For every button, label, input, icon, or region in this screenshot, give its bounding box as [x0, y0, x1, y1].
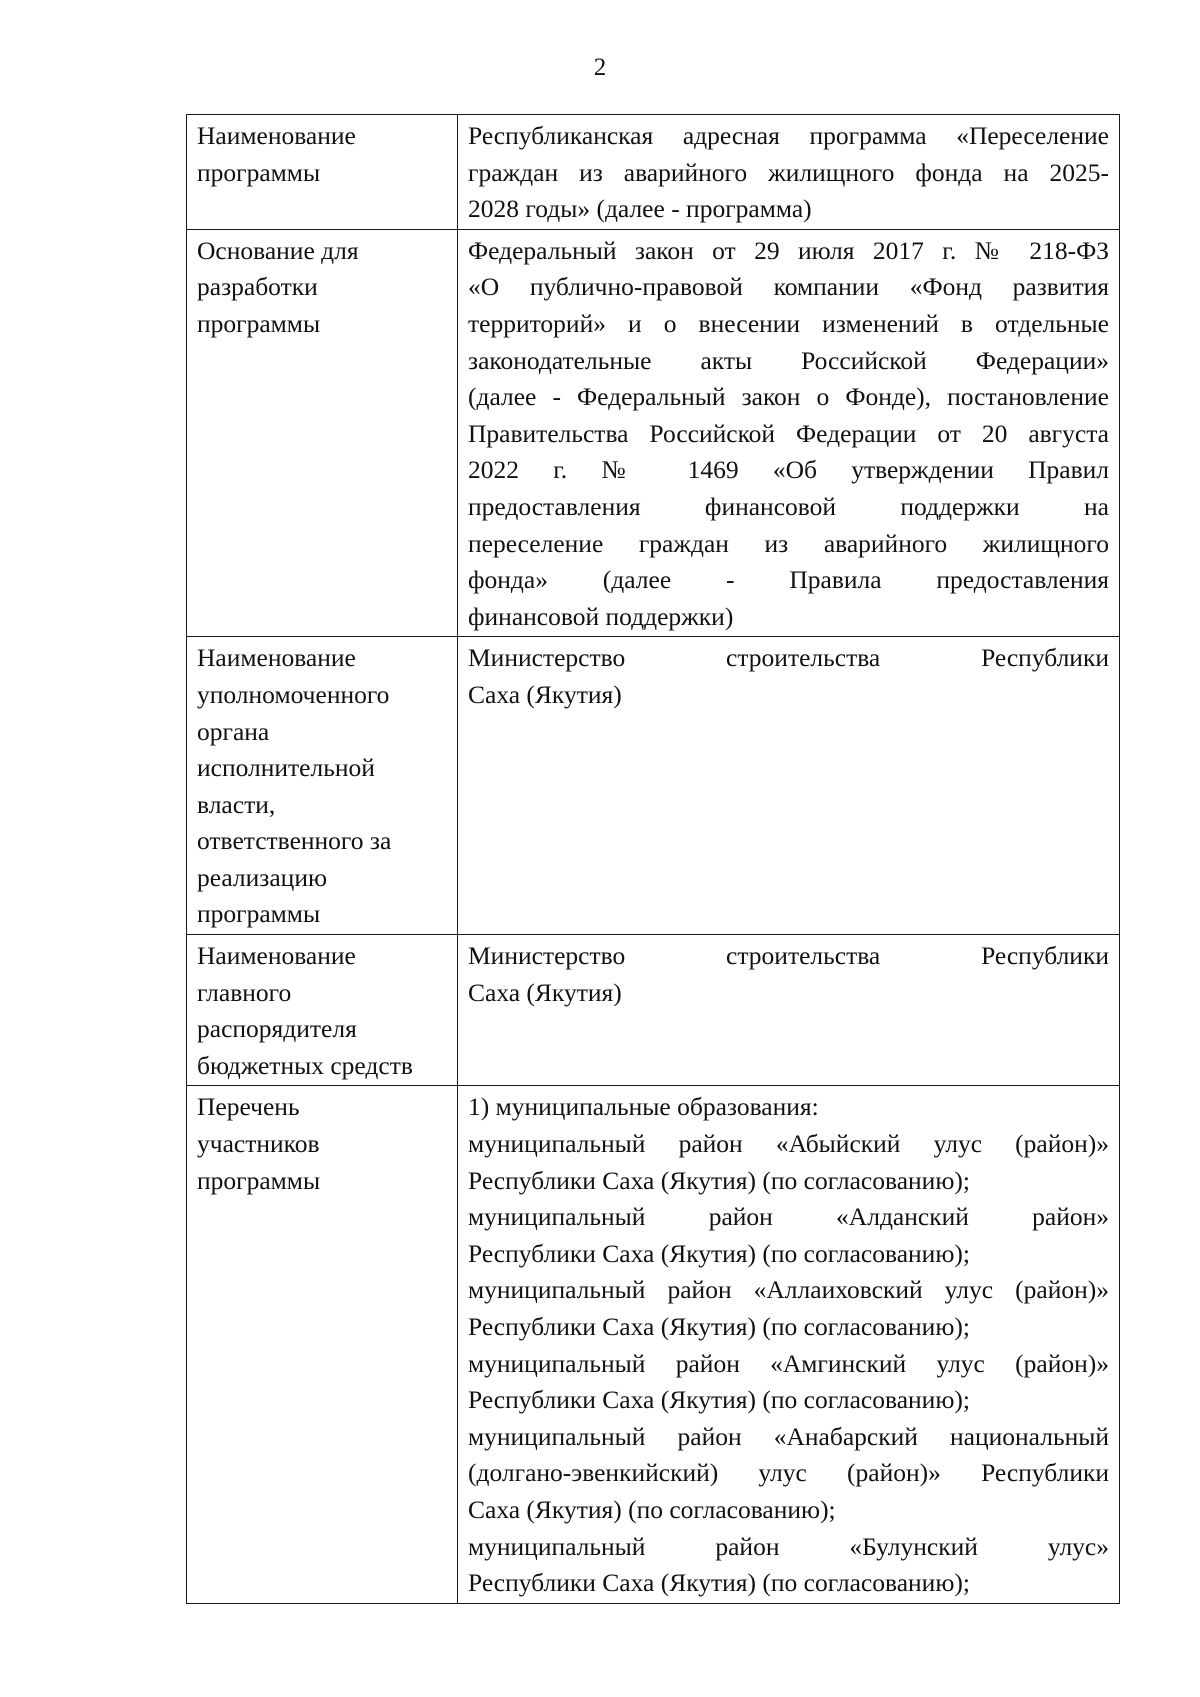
- table-row: [187, 637, 1120, 935]
- value-line: финансовой поддержки): [468, 601, 734, 631]
- label-line: программы: [197, 899, 321, 929]
- page-number: 2: [593, 54, 607, 81]
- label-line: распорядителя: [197, 1014, 357, 1044]
- row-label: [187, 1086, 458, 1603]
- label-line: участников: [197, 1129, 320, 1159]
- value-line: Министерство строительства Республики: [468, 941, 1109, 971]
- label-line: программы: [197, 157, 321, 187]
- table-row: [187, 935, 1120, 1086]
- value-line: 2022 г. № 1469 «Об утверждении Правил: [468, 455, 1109, 485]
- value-line: муниципальный район «Булунский улус»: [468, 1531, 1109, 1561]
- value-line: Федеральный закон от 29 июля 2017 г. № 218-ФЗ: [468, 235, 1109, 265]
- row-label: [187, 935, 458, 1086]
- value-line: муниципальный район «Аллаиховский улус (район)»: [468, 1275, 1109, 1305]
- label-line: исполнительной: [197, 753, 375, 783]
- value-line: Республиканская адресная программа «Переселение: [468, 121, 1109, 150]
- label-line: власти,: [197, 789, 276, 819]
- table-row: [187, 1086, 1120, 1603]
- value-line: Саха (Якутия): [468, 679, 622, 709]
- value-line: территорий» и о внесении изменений в отдельные: [468, 308, 1109, 338]
- label-line: программы: [197, 1165, 321, 1195]
- table-row: [187, 229, 1120, 637]
- label-line: Основание для: [197, 235, 359, 265]
- value-line: законодательные акты Российской Федерации»: [468, 345, 1109, 375]
- value-line: Республики Саха (Якутия) (по согласованию);: [468, 1568, 970, 1598]
- row-label: [187, 637, 458, 935]
- label-line: Наименование: [197, 941, 356, 971]
- row-value: [458, 637, 1120, 935]
- label-line: Наименование: [197, 121, 356, 150]
- value-line: муниципальный район «Алданский район»: [468, 1202, 1109, 1232]
- label-line: уполномоченного: [197, 679, 390, 709]
- value-line: Саха (Якутия) (по согласованию);: [468, 1494, 836, 1524]
- label-line: главного: [197, 977, 292, 1007]
- row-value: [458, 1086, 1120, 1603]
- value-line: 1) муниципальные образования:: [468, 1092, 819, 1122]
- value-line: переселение граждан из аварийного жилищного: [468, 528, 1109, 558]
- value-line: муниципальный район «Анабарский национальный: [468, 1421, 1109, 1451]
- value-line: Министерство строительства Республики: [468, 643, 1109, 673]
- value-line: предоставления финансовой поддержки на: [468, 491, 1109, 521]
- row-value: [458, 935, 1120, 1086]
- value-line: Саха (Якутия): [468, 977, 622, 1007]
- value-line: 2028 годы» (далее - программа): [468, 194, 812, 224]
- label-line: Перечень: [197, 1092, 300, 1122]
- value-line: (далее - Федеральный закон о Фонде), постановление: [468, 382, 1109, 412]
- value-line: муниципальный район «Абыйский улус (район)»: [468, 1129, 1109, 1159]
- program-passport-table: [186, 114, 1120, 1604]
- value-line: граждан из аварийного жилищного фонда на 2025-: [468, 157, 1109, 187]
- value-line: Правительства Российской Федерации от 20 августа: [468, 418, 1109, 448]
- value-line: Республики Саха (Якутия) (по согласованию);: [468, 1385, 970, 1415]
- value-line: «О публично-правовой компании «Фонд развития: [468, 272, 1109, 302]
- value-line: Республики Саха (Якутия) (по согласованию);: [468, 1312, 970, 1341]
- label-line: программы: [197, 308, 321, 338]
- label-line: разработки: [197, 272, 318, 302]
- label-line: бюджетных средств: [197, 1050, 413, 1080]
- value-line: муниципальный район «Амгинский улус (район)»: [468, 1348, 1109, 1378]
- row-value: [458, 229, 1120, 637]
- label-line: ответственного за: [197, 826, 392, 856]
- value-line: Республики Саха (Якутия) (по согласованию);: [468, 1238, 970, 1268]
- label-line: Наименование: [197, 643, 356, 673]
- value-line: фонда» (далее - Правила предоставления: [468, 565, 1109, 595]
- row-label: [187, 115, 458, 230]
- label-line: органа: [197, 716, 270, 746]
- table-row: [187, 115, 1120, 230]
- value-line: Республики Саха (Якутия) (по согласованию);: [468, 1165, 970, 1195]
- row-value: [458, 115, 1120, 230]
- label-line: реализацию: [197, 862, 328, 892]
- row-label: [187, 229, 458, 637]
- value-line: (долгано-эвенкийский) улус (район)» Республики: [468, 1458, 1109, 1488]
